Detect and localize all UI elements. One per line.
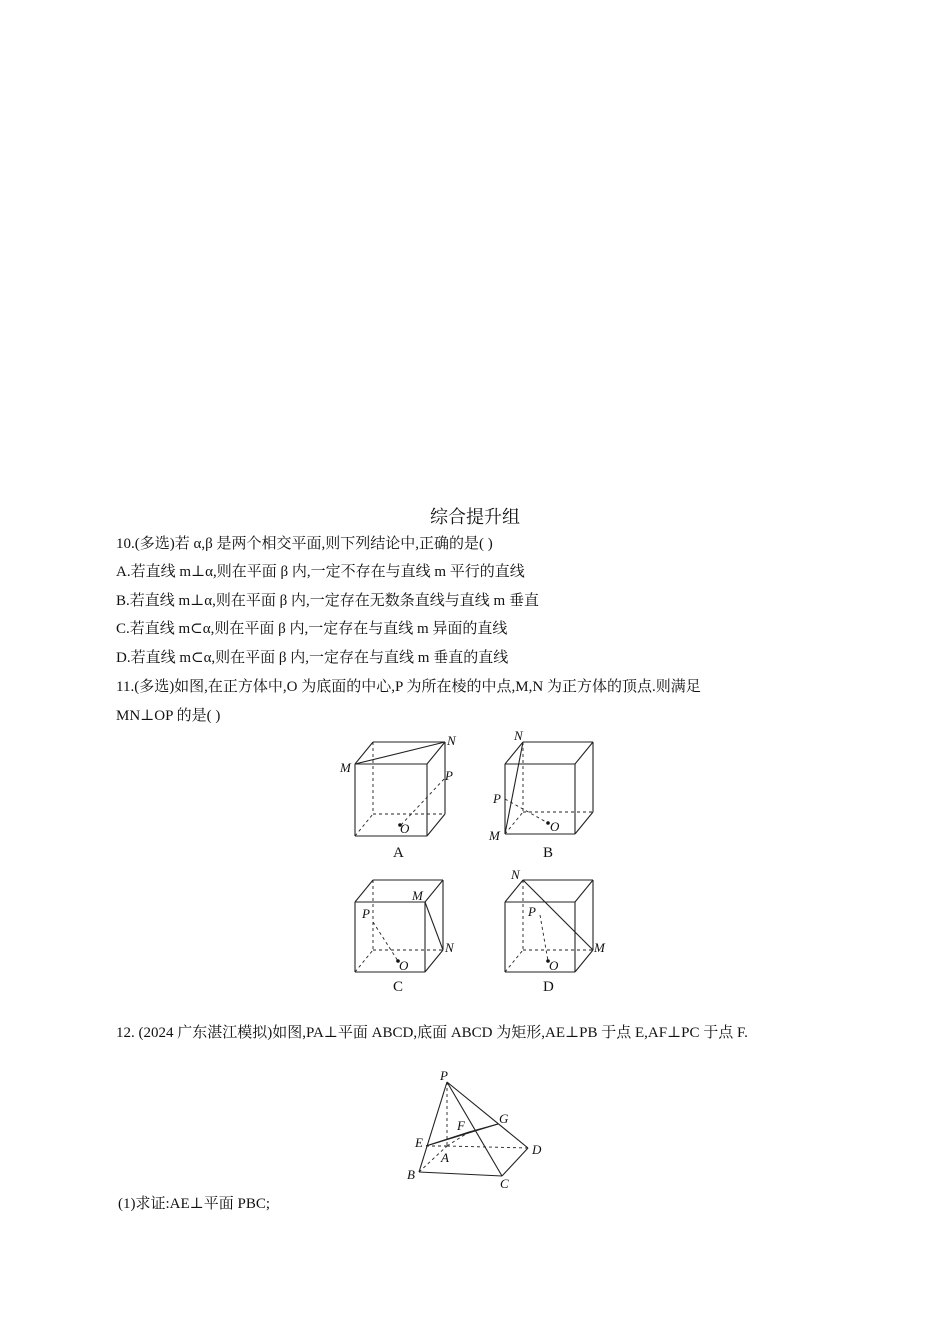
section-title: 综合提升组 [430, 507, 520, 528]
q12-stem: 12. (2024 广东湛江模拟)如图,PA⊥平面 ABCD,底面 ABCD 为矩形,AE⊥PB 于点 E,AF⊥PC 于点 F. [116, 1025, 748, 1041]
q11-stem-line1: 11.(多选)如图,在正方体中,O 为底面的中心,P 为所在棱的中点,M,N 为正方体的顶点.则满足 [116, 679, 701, 695]
label-p: P [362, 906, 370, 921]
label-b: B [407, 1167, 415, 1182]
figure-caption-d: D [543, 979, 554, 995]
q11-stem-line2: MN⊥OP 的是( ) [116, 708, 221, 724]
label-n: N [514, 730, 523, 743]
label-o: O [400, 821, 410, 836]
label-p: P [440, 1068, 448, 1083]
label-m: M [412, 888, 423, 903]
label-n: N [447, 733, 456, 748]
figure-caption-c: C [393, 979, 404, 995]
label-e: E [415, 1135, 423, 1150]
label-g: G [499, 1111, 509, 1126]
label-n: N [445, 940, 454, 955]
label-o: O [399, 958, 409, 973]
cube-figure-d [486, 866, 616, 978]
label-p: P [528, 904, 536, 919]
label-m: M [594, 940, 605, 955]
label-m: M [340, 760, 351, 775]
label-a: A [441, 1150, 449, 1165]
q10-option-a: A.若直线 m⊥α,则在平面 β 内,一定不存在与直线 m 平行的直线 [116, 564, 525, 580]
q10-option-c: C.若直线 m⊂α,则在平面 β 内,一定存在与直线 m 异面的直线 [116, 621, 508, 637]
q10-option-b: B.若直线 m⊥α,则在平面 β 内,一定存在无数条直线与直线 m 垂直 [116, 593, 539, 609]
cube-figure-a [336, 732, 466, 844]
label-d: D [532, 1142, 542, 1157]
cube-figure-b [486, 730, 606, 844]
q10-stem: 10.(多选)若 α,β 是两个相交平面,则下列结论中,正确的是( ) [116, 536, 493, 552]
label-c: C [500, 1176, 509, 1191]
figure-caption-b: B [543, 845, 554, 861]
label-p: P [493, 791, 501, 806]
label-f: F [457, 1118, 465, 1133]
label-p: P [445, 768, 453, 783]
label-o: O [549, 958, 559, 973]
q10-option-d: D.若直线 m⊂α,则在平面 β 内,一定存在与直线 m 垂直的直线 [116, 650, 509, 666]
figure-caption-a: A [393, 845, 404, 861]
label-n: N [511, 867, 520, 882]
label-m: M [489, 828, 500, 843]
label-o: O [550, 819, 560, 834]
cube-figure-c [336, 868, 466, 978]
q12-part1: (1)求证:AE⊥平面 PBC; [118, 1196, 271, 1212]
pyramid-figure [400, 1066, 560, 1191]
